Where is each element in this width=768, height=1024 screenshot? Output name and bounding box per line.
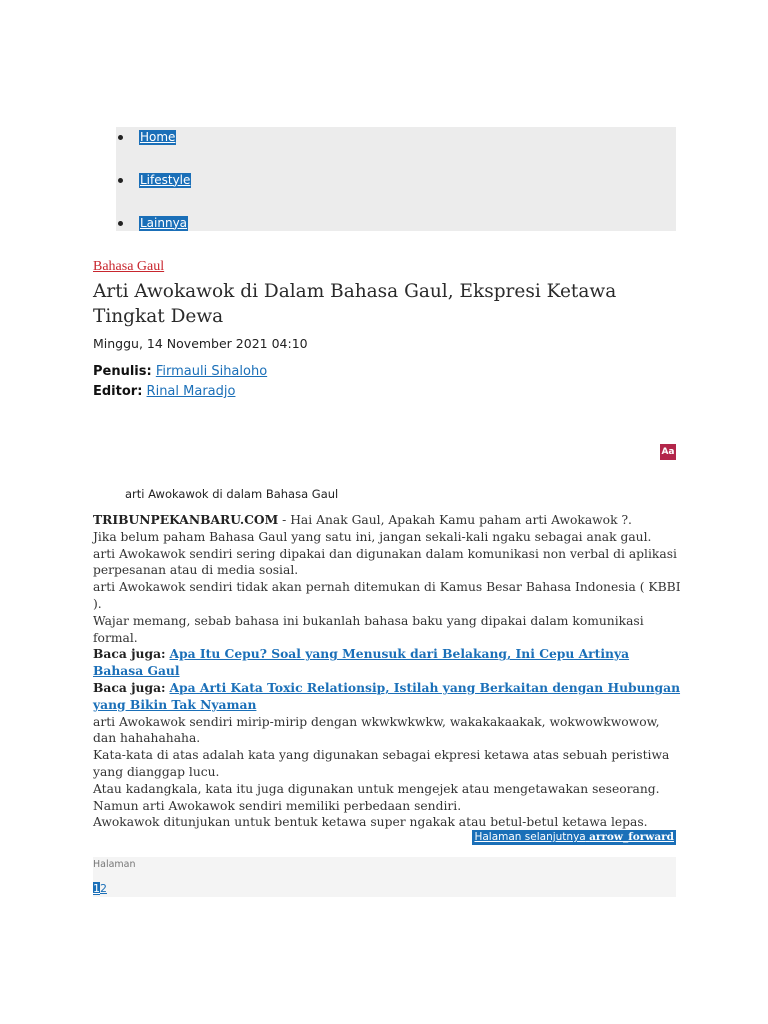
nav-item-lifestyle bbox=[116, 170, 191, 190]
page-link-1[interactable]: 1 bbox=[93, 882, 100, 895]
lead-text: - Hai Anak Gaul, Apakah Kamu paham arti Awokawok ?. bbox=[278, 513, 632, 527]
related-article bbox=[93, 680, 683, 714]
article-title: Arti Awokawok di Dalam Bahasa Gaul, Ekspresi Ketawa Tingkat Dewa bbox=[93, 281, 617, 327]
paragraph: Atau kadangkala, kata itu juga digunakan untuk mengejek atau mengetawakan seseorang. bbox=[93, 781, 660, 796]
writer-label: Penulis: bbox=[93, 364, 152, 379]
paragraph: arti Awokawok sendiri sering dipakai dan digunakan dalam komunikasi non verbal di aplikasi perpesanan atau di media sosial. bbox=[93, 546, 677, 578]
related-label: Baca juga: bbox=[93, 646, 166, 662]
page-numbers bbox=[93, 882, 107, 895]
paragraph: Kata-kata di atas adalah kata yang digunakan sebagai ekpresi ketawa atas sebuah peristiwa yang dianggap lucu. bbox=[93, 748, 670, 779]
next-page-button[interactable] bbox=[472, 830, 676, 845]
editor-link[interactable]: Rinal Maradjo bbox=[146, 384, 236, 399]
paragraph: arti Awokawok sendiri mirip-mirip dengan wkwkwkwkw, wakakakaakak, wokwowkwowow, dan hahahahaha. bbox=[93, 714, 660, 746]
font-size-button[interactable]: Aa bbox=[660, 444, 676, 460]
article-date: Minggu, 14 November 2021 04:10 bbox=[93, 336, 308, 351]
bullet bbox=[118, 135, 123, 140]
page-link-2[interactable]: 2 bbox=[100, 882, 107, 895]
related-link-toxic[interactable]: Apa Arti Kata Toxic Relationsip, Istilah yang Berkaitan dengan Hubungan yang Bikin Tak Nyaman bbox=[93, 679, 681, 712]
editor-label: Editor: bbox=[93, 384, 143, 399]
paragraph: Wajar memang, sebab bahasa ini bukanlah bahasa baku yang dipakai dalam komunikasi formal. bbox=[93, 613, 644, 645]
paragraph: Awokawok ditunjukan untuk bentuk ketawa super ngakak atau betul-betul ketawa lepas. bbox=[93, 815, 648, 830]
lead-paragraph bbox=[93, 512, 683, 529]
top-navigation bbox=[116, 127, 676, 231]
paragraph: Jika belum paham Bahasa Gaul yang satu ini, jangan sekali-kali ngaku sebagai anak gaul. bbox=[93, 529, 652, 544]
article-body bbox=[93, 512, 683, 831]
next-page-label: Halaman selanjutnya bbox=[474, 831, 586, 843]
writer-line bbox=[93, 364, 267, 379]
image-caption: arti Awokawok di dalam Bahasa Gaul bbox=[125, 487, 339, 501]
nav-item-lainnya bbox=[116, 213, 188, 233]
nav-link-lifestyle[interactable]: Lifestyle bbox=[140, 172, 191, 187]
writer-link[interactable]: Firmauli Sihaloho bbox=[155, 364, 268, 379]
nav-item-home bbox=[116, 127, 176, 147]
category-link[interactable]: Bahasa Gaul bbox=[93, 259, 165, 274]
related-link-cepu[interactable]: Apa Itu Cepu? Soal yang Menusuk dari Belakang, Ini Cepu Artinya Bahasa Gaul bbox=[93, 646, 630, 679]
arrow-forward-icon: arrow_forward bbox=[589, 831, 674, 843]
bullet bbox=[118, 178, 123, 183]
nav-link-lainnya[interactable]: Lainnya bbox=[140, 215, 188, 230]
brand-name: TRIBUNPEKANBARU.COM bbox=[93, 512, 279, 527]
paragraph: Namun arti Awokawok sendiri memiliki perbedaan sendiri. bbox=[93, 798, 462, 813]
paragraph: arti Awokawok sendiri tidak akan pernah ditemukan di Kamus Besar Bahasa Indonesia ( KBBI ). bbox=[93, 580, 681, 611]
related-label: Baca juga: bbox=[93, 679, 166, 695]
bullet bbox=[118, 221, 123, 226]
nav-link-home[interactable]: Home bbox=[140, 129, 176, 144]
related-article bbox=[93, 646, 683, 680]
editor-line bbox=[93, 384, 235, 399]
pagination-label: Halaman bbox=[93, 859, 136, 870]
pagination bbox=[93, 857, 676, 897]
